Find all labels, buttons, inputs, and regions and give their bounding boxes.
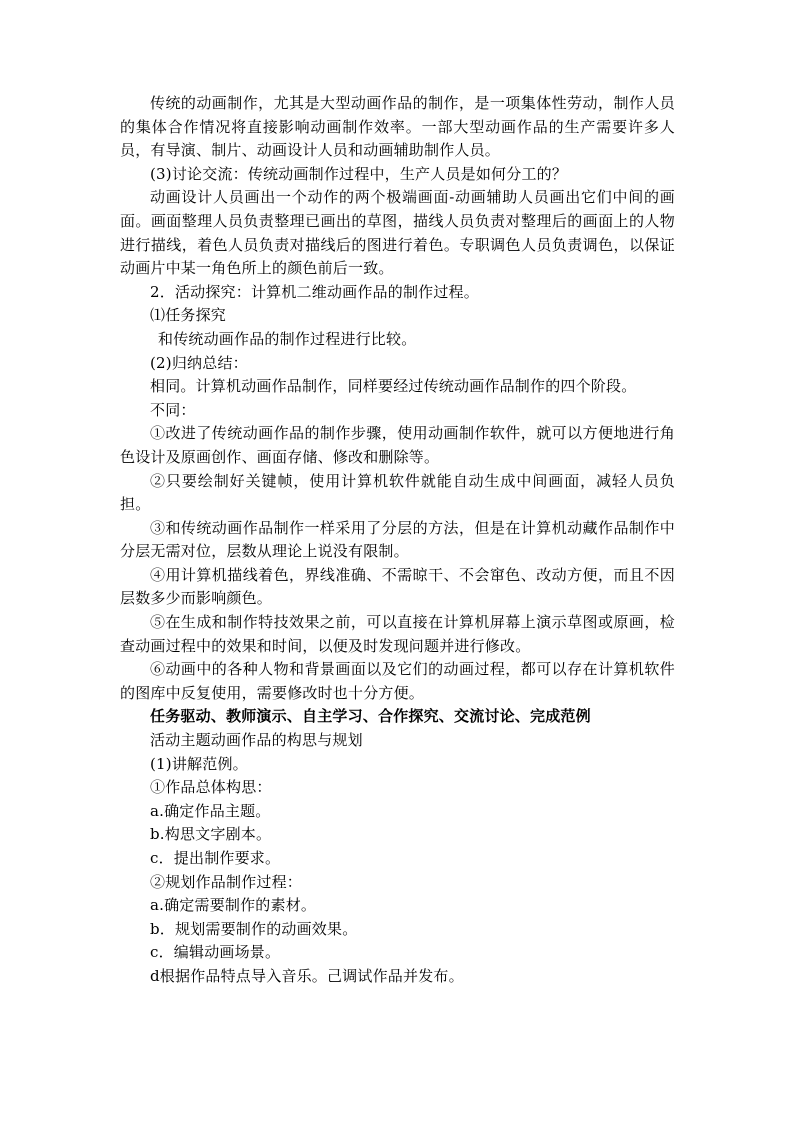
paragraph: (3)讨论交流：传统动画制作过程中，生产人员是如何分工的？ xyxy=(150,164,568,183)
paragraph: ④用计算机描线着色，界线准确、不需晾干、不会窜色、改动方便，而且不因层数多少而影响颜色。 xyxy=(120,565,675,608)
paragraph: 动画设计人员画出一个动作的两个极端画面-动画辅助人员画出它们中间的画面。画面整理人员负责整理已画出的草图，描线人员负责对整理后的画面上的人物进行描线，着色人员负责对描线后的图进行着色。专职调色人员负责调色，以保证动画片中某一角色所上的颜色前后一致。 xyxy=(120,188,675,278)
paragraph: ⑥动画中的各种人物和背景画面以及它们的动画过程，都可以存在计算机软件的图库中反复使用，需要修改时也十分方便。 xyxy=(120,660,675,702)
paragraph: 2．活动探究：计算机二维动画作品的制作过程。 xyxy=(150,282,479,301)
document-body xyxy=(120,92,675,989)
paragraph: ②只要绘制好关键帧，使用计算机软件就能自动生成中间画面，减轻人员负担。 xyxy=(120,471,675,514)
paragraph: c．编辑动画场景。 xyxy=(150,943,281,962)
paragraph: 活动主题动画作品的构思与规划 xyxy=(150,731,363,750)
paragraph: ①改进了传统动画作品的制作步骤，使用动画制作软件，就可以方便地进行角色设计及原画创作、画面存储、修改和删除等。 xyxy=(120,424,675,466)
section-heading: 任务驱动、教师演示、自主学习、合作探究、交流讨论、完成范例 xyxy=(150,707,591,726)
paragraph: 传统的动画制作，尤其是大型动画作品的制作，是一项集体性劳动，制作人员的集体合作情况将直接影响动画制作效率。一部大型动画作品的生产需要许多人员，有导演、制片、动画设计人员和动画辅助制作人员。 xyxy=(120,94,675,160)
paragraph: ③和传统动画作品制作一样采用了分层的方法，但是在计算机动藏作品制作中分层无需对位，层数从理论上说没有限制。 xyxy=(120,518,675,561)
paragraph: d根据作品特点导入音乐。己调试作品并发布。 xyxy=(150,966,464,985)
paragraph: (2)归纳总结： xyxy=(150,353,248,372)
paragraph: b．规划需要制作的动画效果。 xyxy=(150,919,358,938)
paragraph: ①作品总体构思： xyxy=(150,778,272,797)
paragraph: 相同。计算机动画作品制作，同样要经过传统动画作品制作的四个阶段。 xyxy=(150,377,637,396)
paragraph: ⑴任务探究 xyxy=(150,306,227,325)
paragraph: a.确定需要制作的素材。 xyxy=(150,896,317,915)
paragraph: b.构思文字剧本。 xyxy=(150,825,272,844)
paragraph: a.确定作品主题。 xyxy=(150,801,271,820)
paragraph: 和传统动画作品的制作过程进行比较。 xyxy=(158,329,417,348)
paragraph: (1)讲解范例。 xyxy=(150,754,248,773)
paragraph: 不同： xyxy=(150,400,196,419)
paragraph: ②规划作品制作过程： xyxy=(150,872,303,891)
paragraph: ⑤在生成和制作特技效果之前，可以直接在计算机屏幕上演示草图或原画，检查动画过程中的效果和时间，以便及时发现问题并进行修改。 xyxy=(120,613,675,655)
paragraph: c．提出制作要求。 xyxy=(150,849,281,867)
